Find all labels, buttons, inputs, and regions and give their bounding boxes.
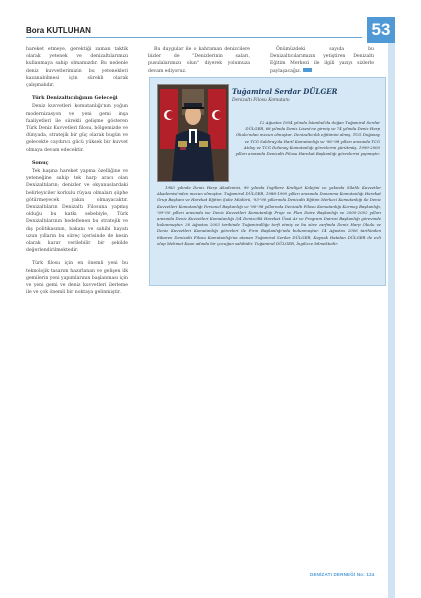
bio-paragraph-upper: 12 Ağustos 1954 yılında İstanbul'da doğan Tuğamiral Serdar DÜLGER, 68 yılında Deniz Lisesi'ne girmiş ve 74 yılında Deniz Harp Okulu'ndan mezun olmuştur. Denizaltıcılık eğitimini almış, TCG Doğanay ve TCG Saldıray'da Haril Komutanlığı ve '96-'98 yılları arasında TCG Atılay ve TCG Dolunay Komutanlığı görevlerini yürütmüş, 1999-2000 yılları arasında Denizaltı Filosu Harekat Başkanlığı görevlerini yapmıştır. [235,120,380,157]
section-heading-conclusion: Sonuç [32,159,49,166]
bio-header [232,87,382,103]
column3-paragraph: Önümüzdeki sayıda bu Denizaltıcılarımızın yetiştiren Denizaltı Eğitim Merkezi ile ilgili yazıyı sizlerle paylaşacağız. [270,47,374,74]
column2-paragraph: Bu duygular ile o kahraman denizcilere bizler de "Denizlerinin saları, pusulalarımızı olun" diyerek yolumuza devam ediyoruz. [148,47,250,74]
text-column-3 [270,46,374,81]
paragraph-closing: Türk filosu için en önemli yeni bu teknolojik tasarım hazırlanan ve gelişen ilk gemilerin yeni yapımlarının başlanması için ve yeni gemi ve deniz kuvvetleri ilerleme ile ve çok önemli bir noktaya gelinmiştir. [26,261,128,296]
side-accent-bar [388,43,395,598]
bio-text-lower [157,185,381,247]
section-heading-future: Türk Denizaltıcılığının Geleceği [32,95,118,102]
bio-role: Denizaltı Filosu Komutanı [232,98,290,103]
paragraph-future: Deniz kuvvetleri komutanlığı'nın yoğun modernizasyon ve yeni gemi inşa faaliyetleri ile sürekli gelişme gösteren Türk Deniz Kuvvetleri filosu, bölgemizde ve dünyada, stratejik bir güç olarak bugün ve gelecekte caydırıcı gücü yüksek bir kuvvet olmaya devam edecektir. [26,104,128,153]
header-rule [26,37,362,38]
page-number: 53 [367,17,395,43]
author-name: Bora KUTLUHAN [26,26,91,35]
paragraph-conclusion: Tek başına hareket yapma özelliğine ve yeteneğine sahip tek harp aracı olan Denizaltıların; denizler ve okyanuslardaki belirleyiciler korkulu rüyası olmaları şüphe götürmeyecek yakın olmayacaktır. Denizaltıların Denizaltı Filosuna yapmış olduğu bu katkı sebebiyle, Türk Denizaltılarının hedeflenen bu stratejik ve dış politikasının, bakanı ve sahibi hayatı uzun yılların bu süreç içerisinde de kesin olarak karar verilebilir bir şekilde değerlendirilmektedir. [26,169,128,254]
text-column-2 [148,46,250,81]
bio-text-upper [232,120,380,157]
portrait-photo [157,84,229,182]
intro-paragraph: hareket etmeye, gerektiği zaman taktik olarak yetenek ve denizaltılarımızı kullanmaya sahip olmamızdır. Bu nedenle deniz kuvvetlerimizin bu yetenekleri kazanabilmesi için sürekli olarak çalışmalıdır. [26,47,128,89]
text-column-1 [26,46,128,303]
end-mark-icon [303,68,312,72]
bio-paragraph-lower: 1983 yılında Deniz Harp Akademisi, 99 yılında İngiltere Kraliyet Kolejini ve yakında Silahlı Kuvvetler Akademisi'nden mezun olmuştur. Tuğamiral DÜLGER, 1988-1990 yılları arasında Donanma Komutanlığı Harekat Grup Başkanı ve Harekat Eğitim Şube Müdürü, '93-'96 yıllarında Denizaltı Eğitim Merkezi Komutanlığı ile Deniz Kuvvetleri Komutanlığı Personel Başkanlığı ve '96-'98 yıllarında Denizaltı Filosu Komutanlığı Kurmay Başkanlığı, '99-'00 yılları arasında ise Deniz Kuvvetleri Komutanlığı Proje ve Plan Daire Başkanlığı ve 2000-2002 yılları arasında Deniz Kuvvetleri Komutanlığı 3/4 Denizcilik Harekat Üssü Ar ve Program Dairesi Başkanlığı görevinde bulunmuştur. 30 Ağustos 2003 tarihinde Tuğamiralliğe terfi etmiş ve bu süre zarfında Deniz Harp Okulu ve Deniz Kuvvetleri Komutanlığı görevleri ile Fırın Başkanlığı'nda bulunmuştur. 14 Ağustos 2006 tarihinden itibaren Denizaltı Filosu Komutanlığı'na atanan Tuğamiral Serdar DÜLGER, Kaynak Hatıdan DÜLGER ile evli olup Mehmet Kaan adında bir çocuğun sahibidir. Tuğamiral DÜLGER, İngilizce bilmektedir. [157,185,381,246]
bio-name: Tuğamiral Serdar DÜLGER [232,87,338,96]
footer-publication: DENİZATI DERNEĞİ No: 124 [310,572,375,577]
